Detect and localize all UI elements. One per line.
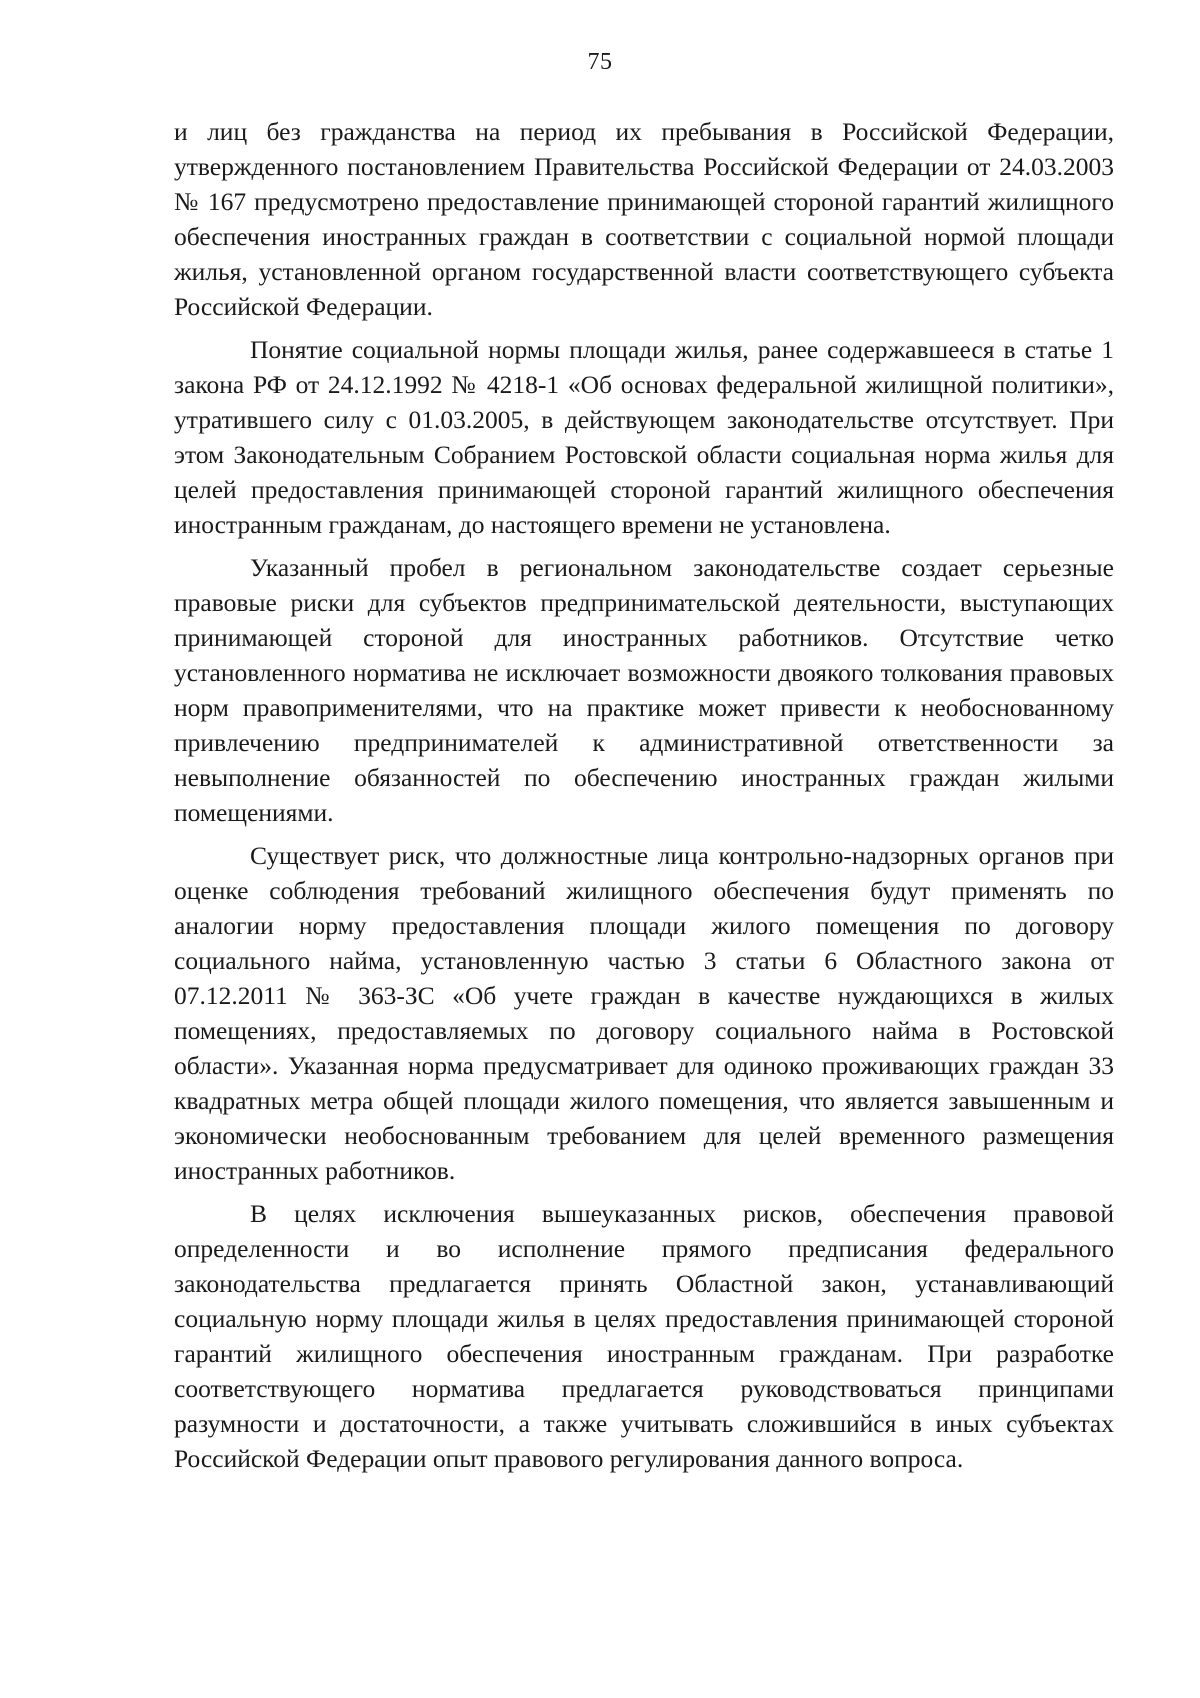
paragraph-proposal: В целях исключения вышеуказанных рисков, обеспечения правовой определенности и во исполнение прямого предписания федерального законодательства предлагается принять Областной закон, устанавливающий социальную норму площади жилья в целях предоставления принимающей стороной гарантий жилищного обеспечения иностранным гражданам. При разработке соответствующего норматива предлагается руководствоваться принципами разумности и достаточности, а также учитывать сложившийся в иных субъектах Российской Федерации опыт правового регулирования данного вопроса. [174,1199,1114,1473]
paragraph-continuation: и лиц без гражданства на период их пребывания в Российской Федерации, утвержденного постановлением Правительства Российской Федерации от 24.03.2003 № 167 предусмотрено предоставление принимающей стороной гарантий жилищного обеспечения иностранных граждан в соответствии с социальной нормой площади жилья, установленной органом государственной власти соответствующего субъекта Российской Федерации. [174,117,1114,321]
paragraph-social-norm-concept: Понятие социальной нормы площади жилья, ранее содержавшееся в статье 1 закона РФ от 24.12.1992 № 4218-1 «Об основах федеральной жилищной политики», утратившего силу с 01.03.2005, в действующем законодательстве отсутствует. При этом Законодательным Собранием Ростовской области социальная норма жилья для целей предоставления принимающей стороной гарантий жилищного обеспечения иностранным гражданам, до настоящего времени не установлена. [174,335,1114,539]
document-body [174,114,1114,1476]
paragraph-regional-gap: Указанный пробел в региональном законодательстве создает серьезные правовые риски для субъектов предпринимательской деятельности, выступающих принимающей стороной для иностранных работников. Отсутствие четко установленного норматива не исключает возможности двоякого толкования правовых норм правоприменителями, что на практике может привести к необоснованному привлечению предпринимателей к административной ответственности за невыполнение обязанностей по обеспечению иностранных граждан жилыми помещениями. [174,553,1114,827]
paragraph-inspection-risk: Существует риск, что должностные лица контрольно-надзорных органов при оценке соблюдения требований жилищного обеспечения будут применять по аналогии норму предоставления площади жилого помещения по договору социального найма, установленную частью 3 статьи 6 Областного закона от 07.12.2011 № 363-ЗС «Об учете граждан в качестве нуждающихся в жилых помещениях, предоставляемых по договору социального найма в Ростовской области». Указанная норма предусматривает для одиноко проживающих граждан 33 квадратных метра общей площади жилого помещения, что является завышенным и экономически необоснованным требованием для целей временного размещения иностранных работников. [174,841,1114,1185]
page-number: 75 [587,49,613,75]
